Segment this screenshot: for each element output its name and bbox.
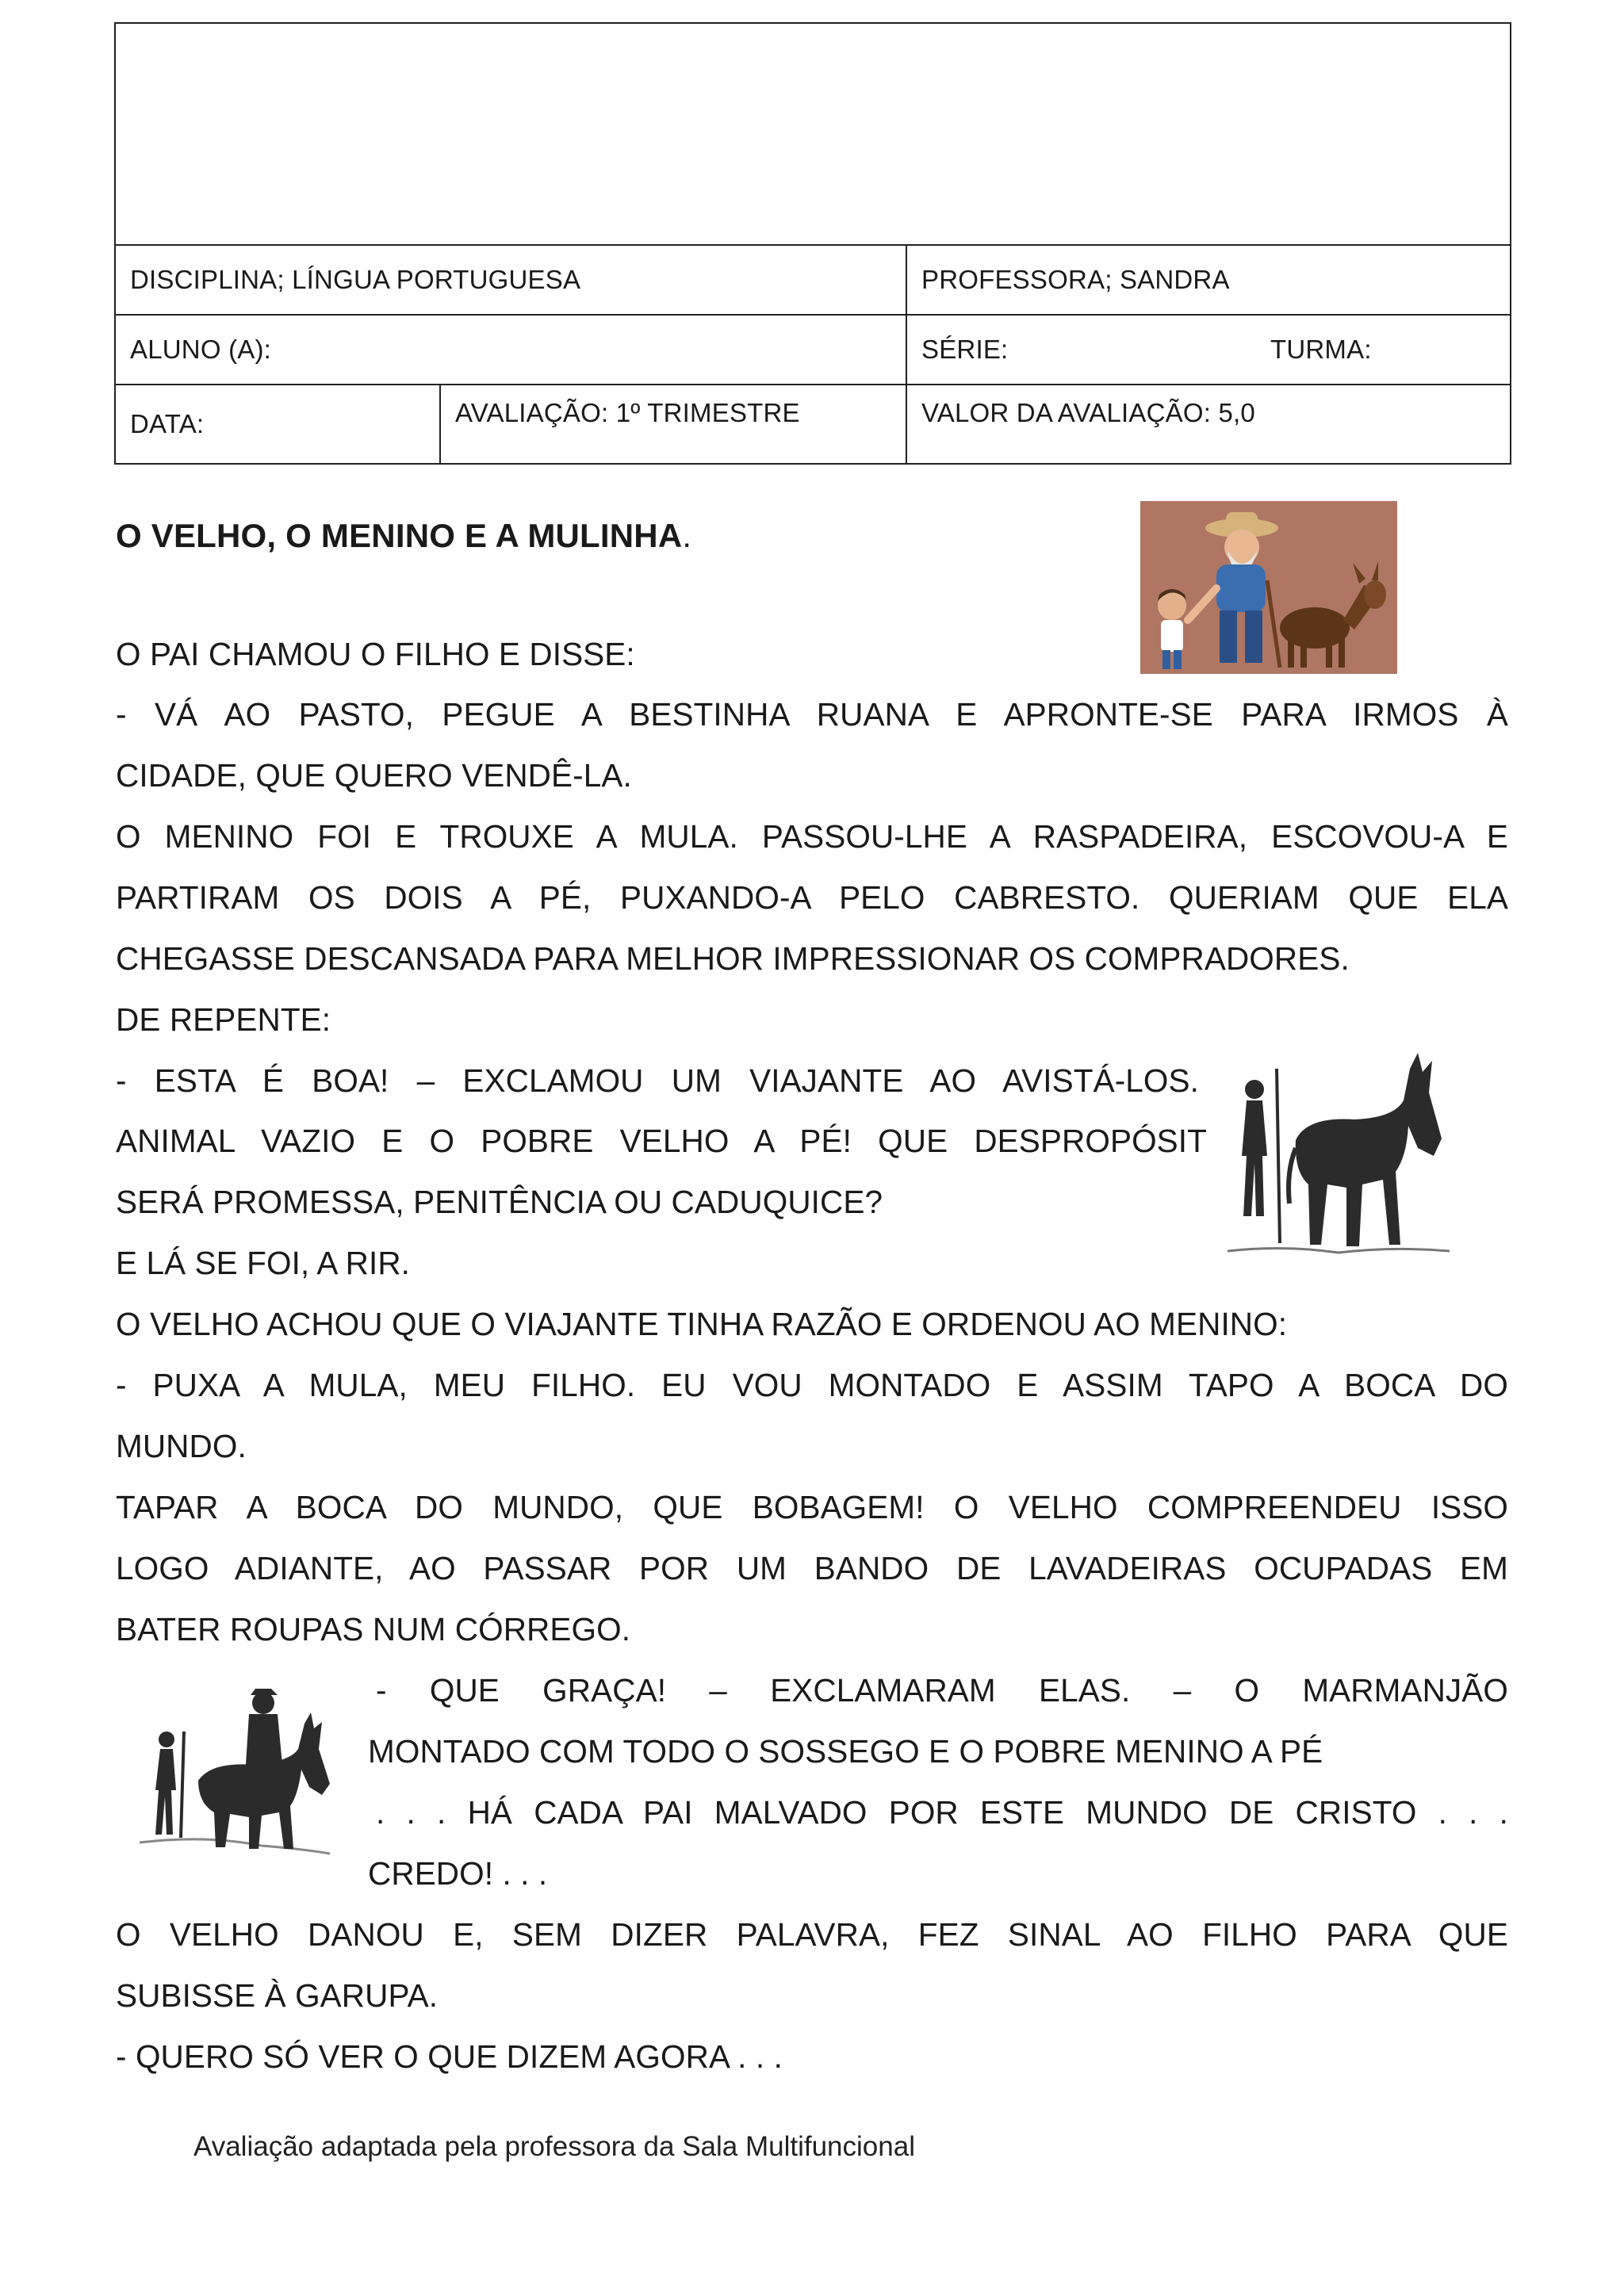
discipline-cell xyxy=(116,246,906,314)
old-man-boy-mule-illustration-icon xyxy=(1140,501,1397,674)
assessment-cell xyxy=(439,385,906,465)
story-line-12: O VELHO ACHOU QUE O VIAJANTE TINHA RAZÃO E ORDENOU AO MENINO: xyxy=(116,1306,1288,1342)
story-line-4: O MENINO FOI E TROUXE A MULA. PASSOU-LHE A RASPADEIRA, ESCOVOU-A E xyxy=(116,818,1508,855)
discipline-label: DISCIPLINA; LÍNGUA PORTUGUESA xyxy=(130,265,581,294)
header-row-discipline xyxy=(116,244,1510,314)
assessment-value-label: VALOR DA AVALIAÇÃO: 5,0 xyxy=(921,398,1255,427)
student-label: ALUNO (A): xyxy=(130,335,272,364)
teacher-cell xyxy=(906,246,1511,314)
story-title-dot: . xyxy=(682,517,692,554)
story-line-20: . . . HÁ CADA PAI MALVADO POR ESTE MUNDO DE CRISTO . . . xyxy=(376,1794,1508,1831)
story-line-2: - VÁ AO PASTO, PEGUE A BESTINHA RUANA E APRONTE-SE PARA IRMOS À xyxy=(116,696,1508,733)
story-line-1: O PAI CHAMOU O FILHO E DISSE: xyxy=(116,636,635,672)
man-riding-mule-silhouette-icon xyxy=(135,1679,333,1865)
story-line-23: SUBISSE À GARUPA. xyxy=(116,1977,439,2014)
story-line-8: - ESTA É BOA! – EXCLAMOU UM VIAJANTE AO AVISTÁ-LOS. xyxy=(116,1062,1199,1099)
story-line-18: - QUE GRAÇA! – EXCLAMARAM ELAS. – O MARMANJÃO xyxy=(376,1672,1508,1709)
class-label: TURMA: xyxy=(1270,335,1372,364)
story-line-9: ANIMAL VAZIO E O POBRE VELHO A PÉ! QUE DESPROPÓSIT xyxy=(116,1123,1207,1159)
story-line-19: MONTADO COM TODO O SOSSEGO E O POBRE MENINO A PÉ xyxy=(368,1733,1323,1770)
story-title xyxy=(116,517,691,555)
story-line-10: SERÁ PROMESSA, PENITÊNCIA OU CADUQUICE? xyxy=(116,1184,883,1220)
story-line-11: E LÁ SE FOI, A RIR. xyxy=(116,1245,411,1281)
header-row-date xyxy=(116,384,1510,465)
header-table xyxy=(114,22,1511,465)
story-line-13: - PUXA A MULA, MEU FILHO. EU VOU MONTADO E ASSIM TAPO A BOCA DO xyxy=(116,1367,1508,1403)
story-line-17: BATER ROUPAS NUM CÓRREGO. xyxy=(116,1611,631,1647)
man-walking-mule-silhouette-icon xyxy=(1220,1037,1456,1275)
story-line-15: TAPAR A BOCA DO MUNDO, QUE BOBAGEM! O VELHO COMPREENDEU ISSO xyxy=(116,1489,1508,1525)
grade-label: SÉRIE: xyxy=(921,335,1009,364)
story-line-3: CIDADE, QUE QUERO VENDÊ-LA. xyxy=(116,757,632,794)
story-line-21: CREDO! . . . xyxy=(368,1855,548,1892)
date-label: DATA: xyxy=(130,409,205,438)
story-line-6: CHEGASSE DESCANSADA PARA MELHOR IMPRESSIONAR OS COMPRADORES. xyxy=(116,940,1350,977)
assessment-label: AVALIAÇÃO: 1º TRIMESTRE xyxy=(455,398,800,427)
story-line-16: LOGO ADIANTE, AO PASSAR POR UM BANDO DE LAVADEIRAS OCUPADAS EM xyxy=(116,1550,1508,1586)
student-cell[interactable] xyxy=(116,316,906,384)
story-line-14: MUNDO. xyxy=(116,1428,247,1464)
header-row-student xyxy=(116,314,1510,384)
header-blank-area xyxy=(116,24,1510,244)
story-title-text: O VELHO, O MENINO E A MULINHA xyxy=(116,517,683,554)
date-cell[interactable] xyxy=(116,385,439,465)
assessment-value-cell xyxy=(906,385,1511,465)
story-line-24: - QUERO SÓ VER O QUE DIZEM AGORA . . . xyxy=(116,2038,783,2075)
story-line-22: O VELHO DANOU E, SEM DIZER PALAVRA, FEZ SINAL AO FILHO PARA QUE xyxy=(116,1916,1508,1953)
grade-class-cell[interactable] xyxy=(906,316,1511,384)
story-line-7: DE REPENTE: xyxy=(116,1001,331,1038)
footer-note: Avaliação adaptada pela professora da Sala Multifuncional xyxy=(193,2131,915,2162)
story-line-5: PARTIRAM OS DOIS A PÉ, PUXANDO-A PELO CABRESTO. QUERIAM QUE ELA xyxy=(116,879,1508,916)
teacher-label: PROFESSORA; SANDRA xyxy=(921,265,1230,294)
